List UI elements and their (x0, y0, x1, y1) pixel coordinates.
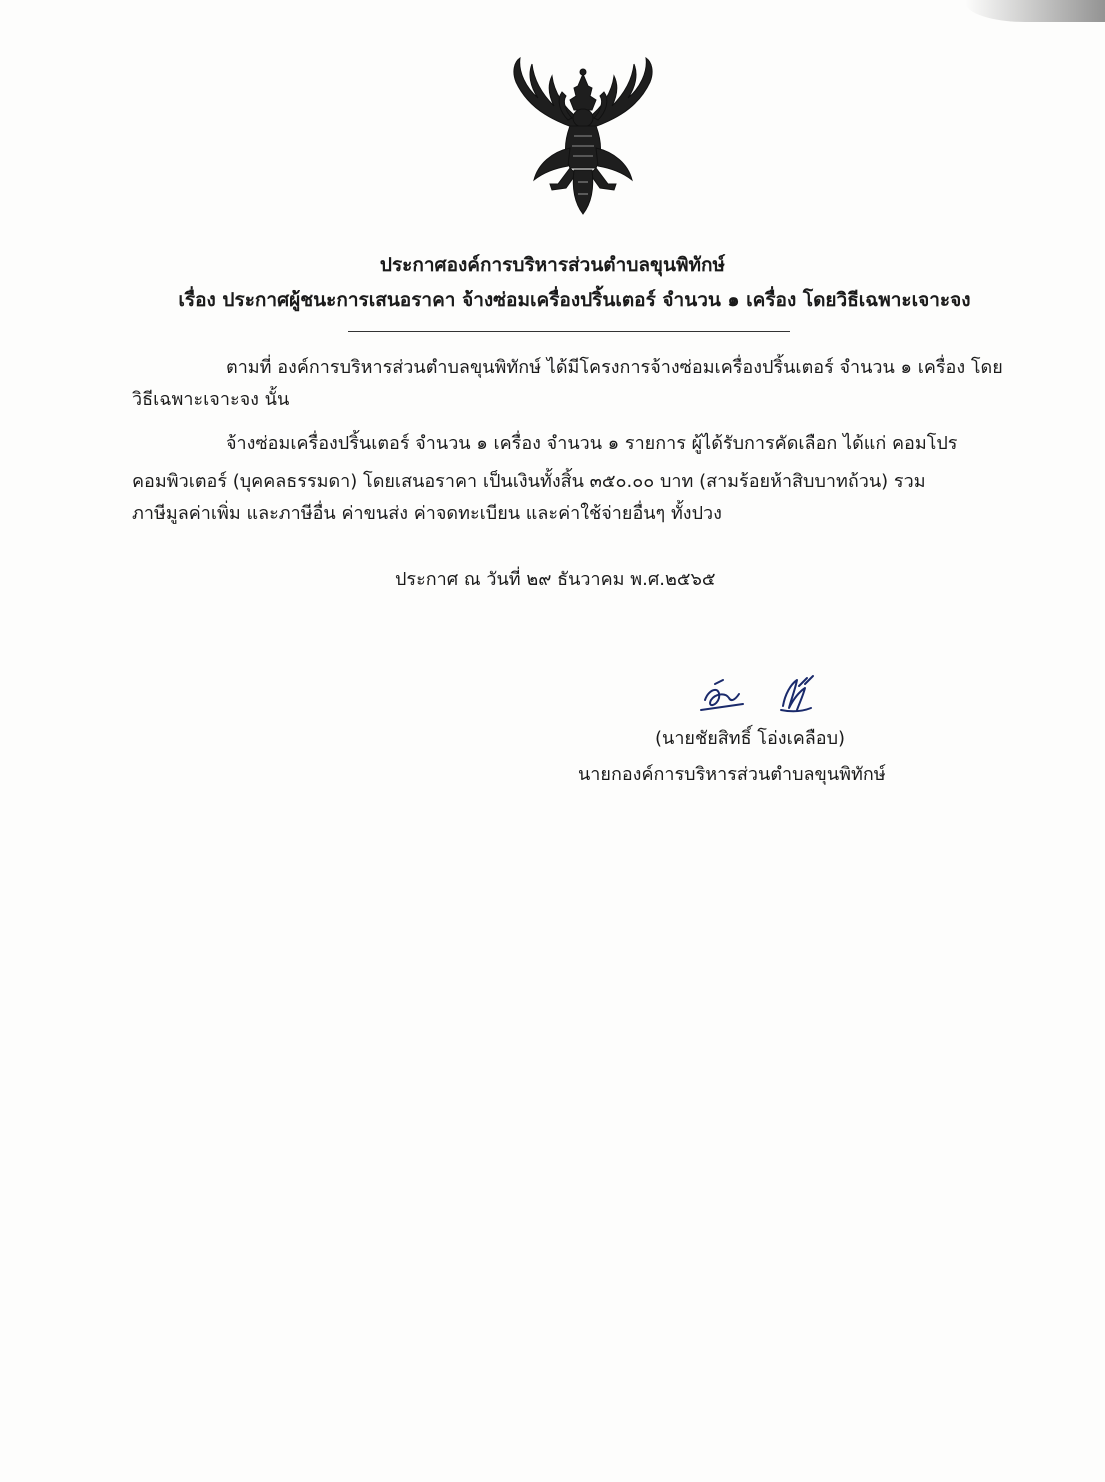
announcement-date: ประกาศ ณ วันที่ ๒๙ ธันวาคม พ.ศ.๒๕๖๕ (395, 569, 716, 590)
paragraph-1-line-1: ตามที่ องค์การบริหารส่วนตำบลขุนพิทักษ์ ได้มีโครงการจ้างซ่อมเครื่องปริ้นเตอร์ จำนวน ๑ เครื่อง โดย (226, 357, 1003, 378)
paragraph-2-line-2: คอมพิวเตอร์ (บุคคลธรรมดา) โดยเสนอราคา เป็นเงินทั้งสิ้น ๓๕๐.๐๐ บาท (สามร้อยห้าสิบบาทถ้วน) รวม (132, 471, 926, 492)
announcement-subject: เรื่อง ประกาศผู้ชนะการเสนอราคา จ้างซ่อมเครื่องปริ้นเตอร์ จำนวน ๑ เครื่อง โดยวิธีเฉพาะเจาะจง (178, 289, 971, 311)
handwritten-signature-icon (695, 670, 835, 720)
paragraph-2-line-1: จ้างซ่อมเครื่องปริ้นเตอร์ จำนวน ๑ เครื่อง จำนวน ๑ รายการ ผู้ได้รับการคัดเลือก ได้แก่ คอมโปร (226, 433, 958, 454)
signatory-position: นายกองค์การบริหารส่วนตำบลขุนพิทักษ์ (578, 764, 886, 785)
signatory-name: (นายชัยสิทธิ์ โอ่งเคลือบ) (655, 728, 846, 749)
announcement-title: ประกาศองค์การบริหารส่วนตำบลขุนพิทักษ์ (379, 254, 726, 276)
garuda-emblem-icon (508, 52, 658, 220)
title-divider (348, 331, 790, 332)
paragraph-1-line-2: วิธีเฉพาะเจาะจง นั้น (132, 389, 290, 410)
scan-corner-shadow (965, 0, 1105, 22)
paragraph-2-line-3: ภาษีมูลค่าเพิ่ม และภาษีอื่น ค่าขนส่ง ค่าจดทะเบียน และค่าใช้จ่ายอื่นๆ ทั้งปวง (132, 503, 722, 524)
